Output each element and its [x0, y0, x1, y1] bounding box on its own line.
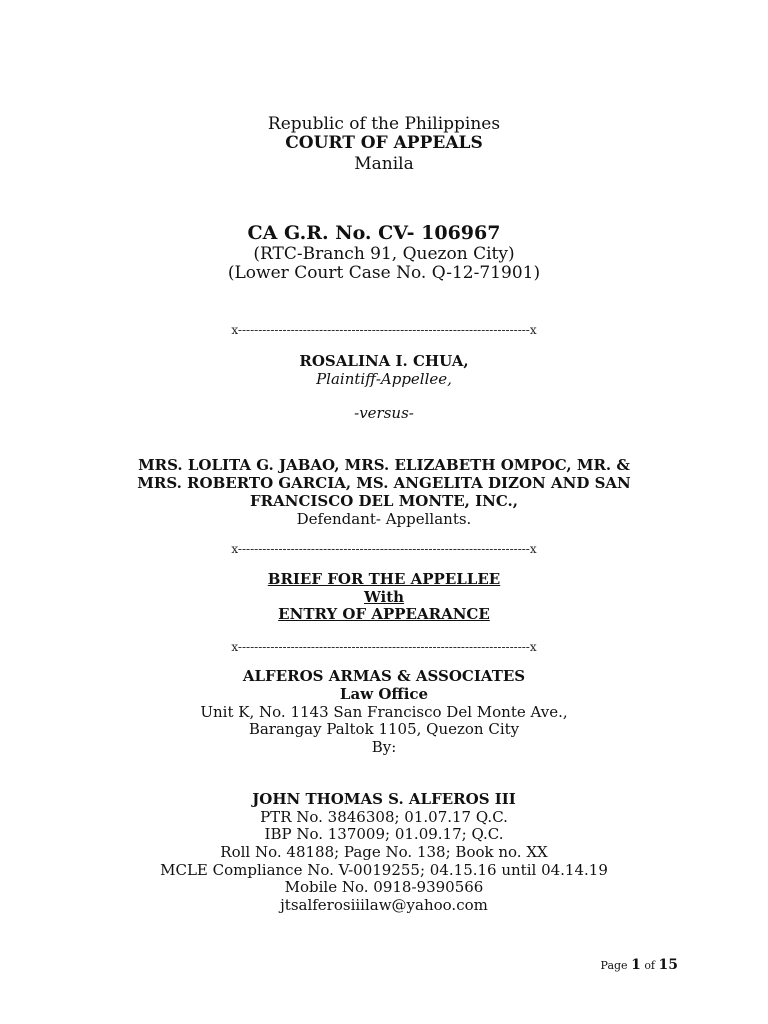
firm-address-1: Unit K, No. 1143 San Francisco Del Monte Ave., — [200, 703, 568, 721]
of-word: of — [644, 959, 656, 972]
brief-title-line-3: ENTRY OF APPEARANCE — [278, 605, 490, 623]
counsel-name: JOHN THOMAS S. ALFEROS III — [252, 790, 516, 808]
separator-1: x------------------------------------------------------------------------x — [231, 323, 537, 337]
defendants-line-1: MRS. LOLITA G. JABAO, MRS. ELIZABETH OMPOC, MR. & — [138, 456, 630, 474]
court-city: Manila — [354, 154, 414, 174]
firm-type: Law Office — [339, 685, 429, 703]
counsel-ptr: PTR No. 3846308; 01.07.17 Q.C. — [260, 808, 508, 826]
lower-court-case: (Lower Court Case No. Q-12-71901) — [227, 263, 541, 283]
separator-2: x------------------------------------------------------------------------x — [231, 542, 537, 556]
total-pages: 15 — [658, 957, 678, 973]
defendants-line-3: FRANCISCO DEL MONTE, INC., — [250, 492, 518, 510]
by-label: By: — [371, 738, 397, 756]
republic-line: Republic of the Philippines — [267, 114, 501, 134]
separator-3: x------------------------------------------------------------------------x — [231, 640, 537, 654]
defendants-line-2: MRS. ROBERTO GARCIA, MS. ANGELITA DIZON AND SAN — [137, 474, 631, 492]
page-word: Page — [600, 959, 628, 972]
versus-label: -versus- — [354, 404, 414, 422]
court-name: COURT OF APPEALS — [285, 133, 483, 153]
page-number-footer — [601, 957, 678, 973]
counsel-roll: Roll No. 48188; Page No. 138; Book no. XX — [220, 843, 548, 861]
counsel-ibp: IBP No. 137009; 01.09.17; Q.C. — [264, 825, 504, 843]
counsel-email: jtsalferosiiilaw@yahoo.com — [280, 896, 488, 914]
counsel-mcle: MCLE Compliance No. V-0019255; 04.15.16 until 04.14.19 — [160, 861, 608, 879]
defendants-role: Defendant- Appellants. — [296, 510, 472, 528]
firm-name: ALFEROS ARMAS & ASSOCIATES — [242, 667, 526, 685]
brief-title-line-1: BRIEF FOR THE APPELLEE — [267, 570, 501, 588]
page-number: 1 — [631, 957, 641, 973]
firm-address-2: Barangay Paltok 1105, Quezon City — [248, 720, 520, 738]
case-branch: (RTC-Branch 91, Quezon City) — [253, 244, 515, 264]
case-number: CA G.R. No. CV- 106967 — [247, 222, 501, 244]
brief-title-line-2: With — [363, 588, 405, 606]
plaintiff-role: Plaintiff-Appellee, — [316, 370, 452, 388]
counsel-mobile: Mobile No. 0918-9390566 — [284, 878, 484, 896]
plaintiff-name: ROSALINA I. CHUA, — [299, 352, 469, 370]
